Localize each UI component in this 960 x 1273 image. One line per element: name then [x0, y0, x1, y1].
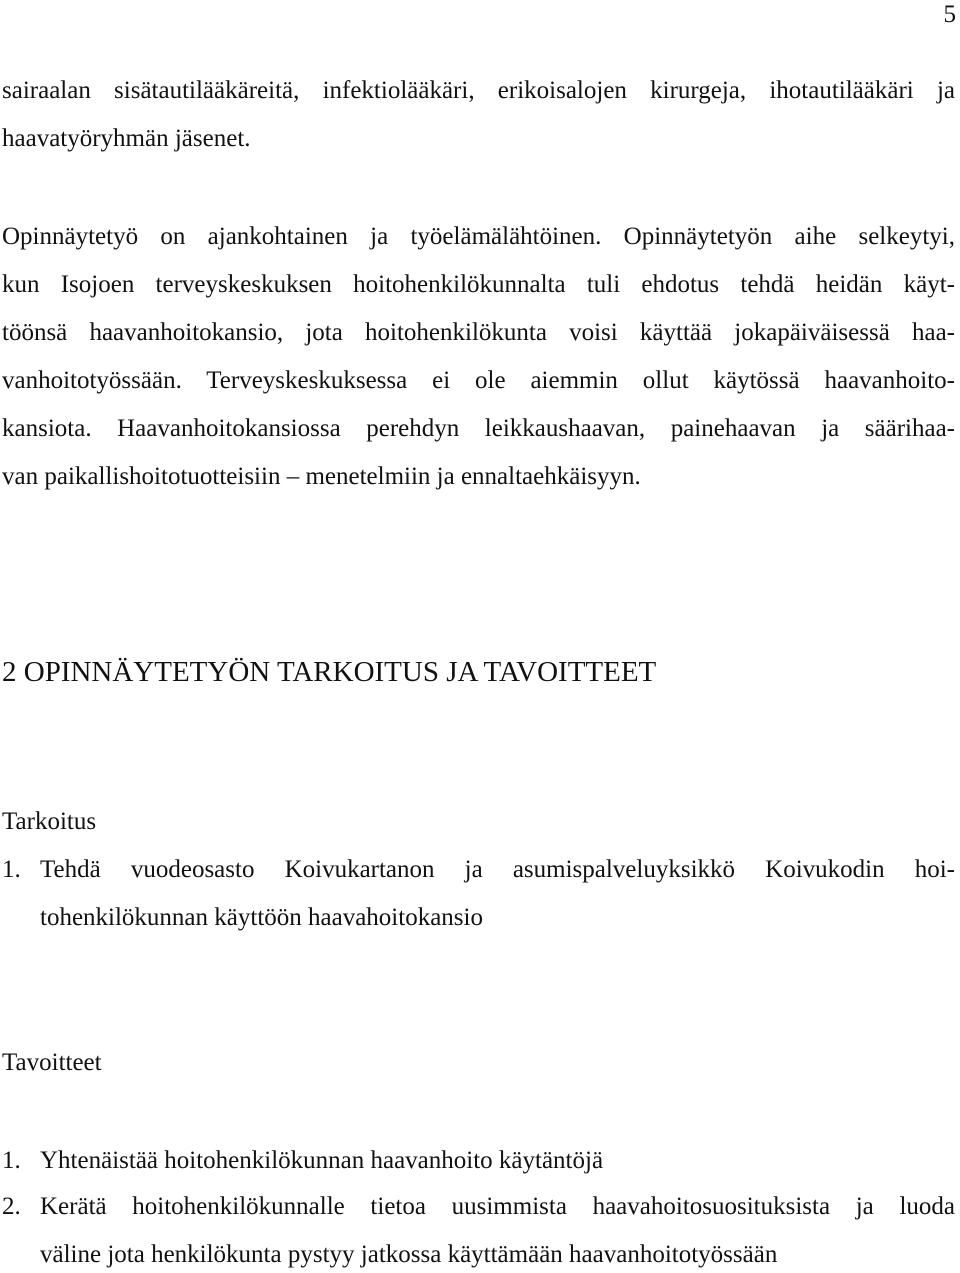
- paragraph-line: vanhoitotyössään. Terveyskeskuksessa ei ole aiemmin ollut käytössä haavanhoito-: [2, 367, 955, 394]
- paragraph-line: kansiota. Haavanhoitokansiossa perehdyn leikkaushaavan, painehaavan ja säärihaa-: [2, 415, 955, 442]
- paragraph-line: Opinnäytetyö on ajankohtainen ja työelämälähtöinen. Opinnäytetyön aihe selkeytyi,: [2, 223, 955, 250]
- purpose-label: Tarkoitus: [2, 808, 97, 835]
- paragraph-line: töönsä haavanhoitokansio, jota hoitohenkilökunta voisi käyttää jokapäiväisessä haa-: [2, 319, 955, 346]
- page-number: 5: [943, 1, 956, 28]
- paragraph-line: kun Isojoen terveyskeskuksen hoitohenkilökunnalta tuli ehdotus tehdä heidän käyt-: [2, 271, 955, 298]
- list-item-number: 1.: [2, 1147, 21, 1174]
- list-item-line: tohenkilökunnan käyttöön haavahoitokansio: [40, 904, 483, 931]
- list-item-line: Tehdä vuodeosasto Koivukartanon ja asumispalveluyksikkö Koivukodin hoi-: [40, 856, 955, 883]
- list-item-number: 2.: [2, 1193, 21, 1220]
- list-item-line: Yhtenäistää hoitohenkilökunnan haavanhoito käytäntöjä: [40, 1147, 604, 1174]
- list-item-number: 1.: [2, 856, 21, 883]
- section-heading: 2 OPINNÄYTETYÖN TARKOITUS JA TAVOITTEET: [2, 656, 657, 688]
- paragraph-line: van paikallishoitotuotteisiin – menetelmiin ja ennaltaehkäisyyn.: [2, 463, 641, 490]
- list-item-line: väline jota henkilökunta pystyy jatkossa käyttämään haavanhoitotyössään: [40, 1241, 778, 1268]
- paragraph-line: sairaalan sisätautilääkäreitä, infektiolääkäri, erikoisalojen kirurgeja, ihotautilääkäri ja: [2, 77, 955, 104]
- list-item-line: Kerätä hoitohenkilökunnalle tietoa uusimmista haavahoitosuosituksista ja luoda: [40, 1193, 955, 1220]
- goals-label: Tavoitteet: [2, 1049, 102, 1076]
- paragraph-line: haavatyöryhmän jäsenet.: [2, 125, 251, 152]
